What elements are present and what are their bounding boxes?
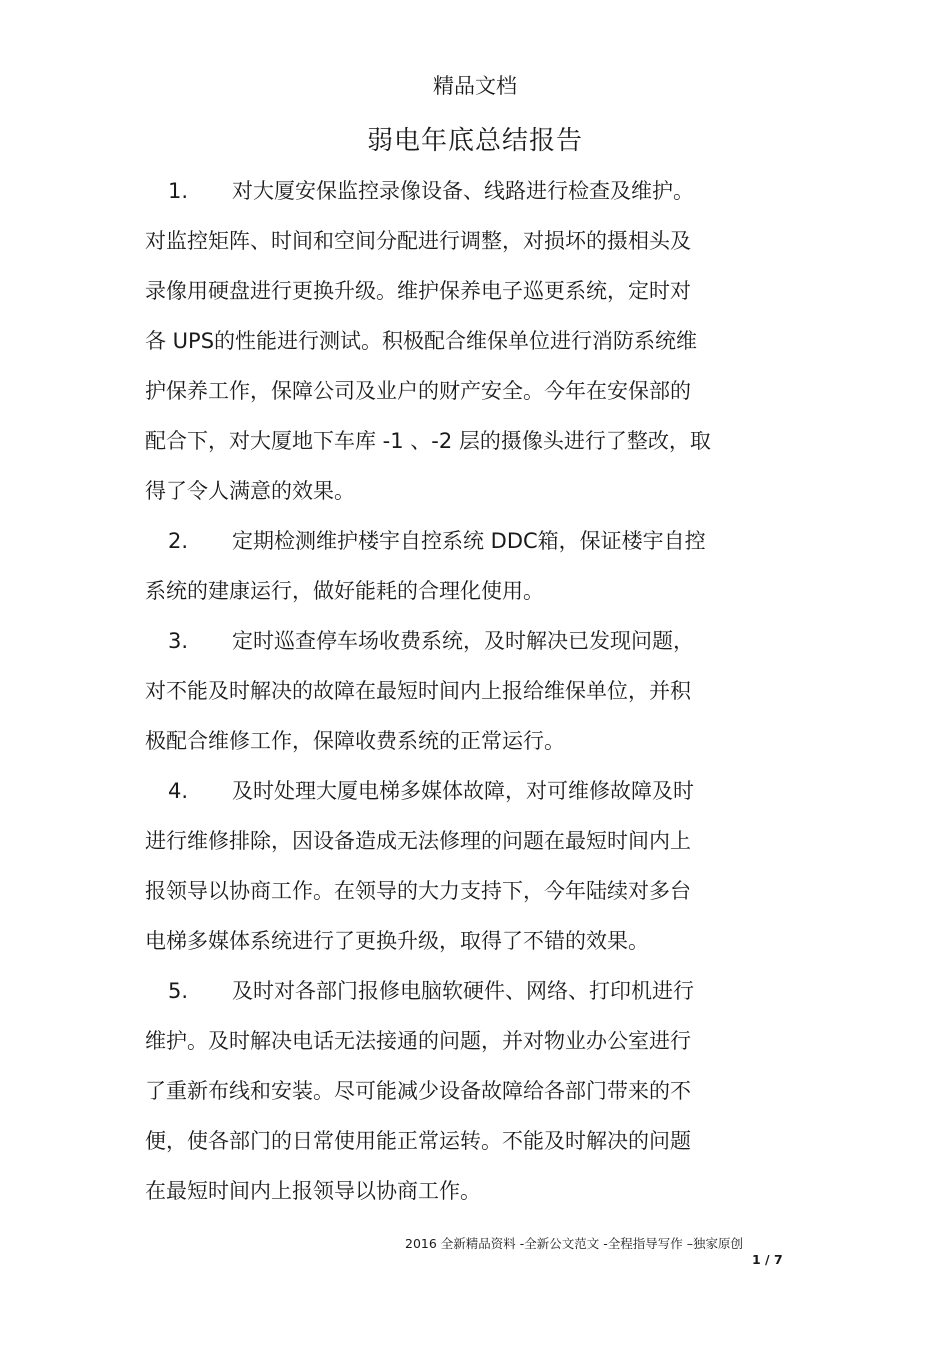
paragraph-line: 护保养工作，保障公司及业户的财产安全。今年在安保部的	[145, 379, 691, 403]
page-number: 1 / 7	[752, 1252, 783, 1267]
paragraph-line: 各 UPS的性能进行测试。积极配合维保单位进行消防系统维	[145, 329, 698, 353]
paragraph-line: 便，使各部门的日常使用能正常运转。不能及时解决的问题	[145, 1129, 691, 1153]
paragraph-line: 极配合维修工作，保障收费系统的正常运行。	[145, 729, 565, 753]
paragraph-2-first-line	[168, 526, 706, 556]
paragraph-line: 了重新布线和安装。尽可能减少设备故障给各部门带来的不	[145, 1079, 691, 1103]
paragraph-number: 5.	[168, 979, 189, 1003]
paragraph-number: 1.	[168, 179, 189, 203]
paragraph-text: 对大厦安保监控录像设备、线路进行检查及维护。	[232, 179, 694, 203]
paragraph-line: 进行维修排除，因设备造成无法修理的问题在最短时间内上	[145, 829, 691, 853]
paragraph-text: 及时对各部门报修电脑软硬件、网络、打印机进行	[232, 979, 694, 1003]
paragraph-5-first-line	[168, 976, 694, 1006]
paragraph-line: 电梯多媒体系统进行了更换升级，取得了不错的效果。	[145, 929, 649, 953]
document-title: 弱电年底总结报告	[366, 126, 583, 156]
paragraph-text: 定时巡查停车场收费系统，及时解决已发现问题，	[232, 629, 694, 653]
paragraph-3-first-line	[168, 626, 694, 656]
paragraph-line: 在最短时间内上报领导以协商工作。	[145, 1179, 481, 1203]
page-footer: 2016 全新精品资料 -全新公文范文 -全程指导写作 –独家原创	[405, 1236, 743, 1251]
paragraph-1-first-line	[168, 176, 694, 206]
paragraph-number: 3.	[168, 629, 189, 653]
paragraph-number: 2.	[168, 529, 189, 553]
paragraph-line: 对不能及时解决的故障在最短时间内上报给维保单位，并积	[145, 679, 691, 703]
paragraph-line: 维护。及时解决电话无法接通的问题，并对物业办公室进行	[145, 1029, 691, 1053]
paragraph-text: 定期检测维护楼宇自控系统 DDC箱，保证楼宇自控	[232, 529, 706, 553]
paragraph-line: 配合下，对大厦地下车库 -1 、-2 层的摄像头进行了整改，取	[145, 429, 711, 453]
paragraph-line: 报领导以协商工作。在领导的大力支持下，今年陆续对多台	[145, 879, 691, 903]
paragraph-line: 系统的建康运行，做好能耗的合理化使用。	[145, 579, 544, 603]
paragraph-line: 对监控矩阵、时间和空间分配进行调整，对损坏的摄相头及	[145, 229, 691, 253]
paragraph-line: 录像用硬盘进行更换升级。维护保养电子巡更系统，定时对	[145, 279, 691, 303]
page-header: 精品文档	[433, 74, 517, 98]
paragraph-4-first-line	[168, 776, 694, 806]
paragraph-line: 得了令人满意的效果。	[145, 479, 355, 503]
paragraph-number: 4.	[168, 779, 189, 803]
paragraph-text: 及时处理大厦电梯多媒体故障，对可维修故障及时	[232, 779, 694, 803]
